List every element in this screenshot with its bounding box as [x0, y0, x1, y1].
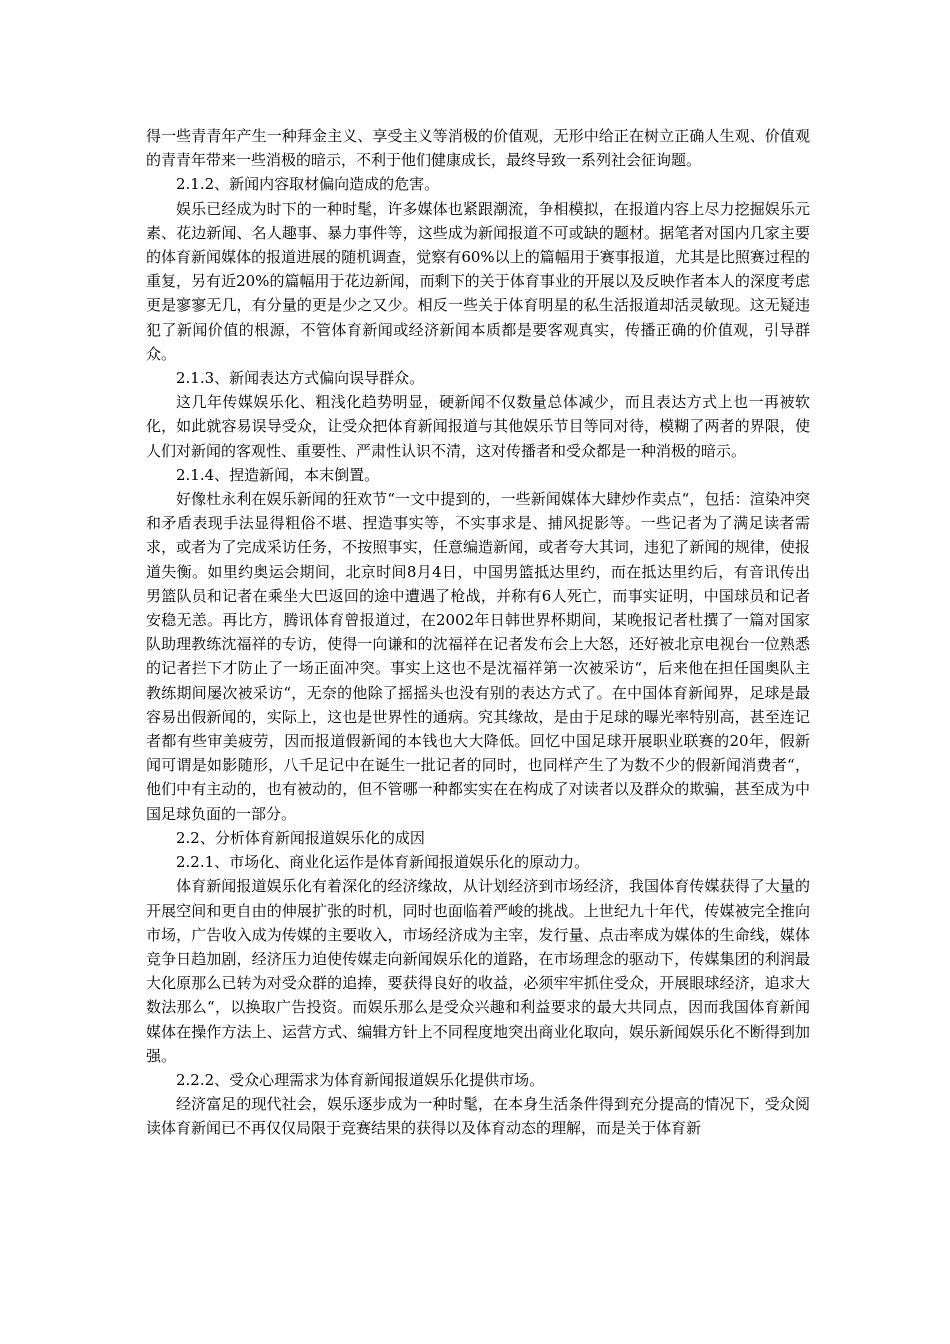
paragraph-body: 经济富足的现代社会，娱乐逐步成为一种时髦，在本身生活条件得到充分提高的情况下，受众阅读体育新闻已不再仅仅局限于竞赛结果的获得以及体育动态的理解，而是关于体育新	[146, 1095, 810, 1138]
paragraph-body: 这几年传媒娱乐化、粗浅化趋势明显，硬新闻不仅数量总体减少，而且表达方式上也一再被软化，如此就容易误导受众，让受众把体育新闻报道与其他娱乐节目等同对待，模糊了两者的界限，使人们对新闻的客观性、重要性、严肃性认识不清，这对传播者和受众都是一种消极的暗示。	[146, 393, 810, 460]
paragraph-body: 好像杜永利在娱乐新闻的狂欢节“一文中提到的，一些新闻媒体大肆炒作卖点“，包括：渲染冲突和矛盾表现手法显得粗俗不堪、捏造事实等，不实事求是、捕风捉影等。一些记者为了满足读者需求，或者为了完成采访任务，不按照事实，任意编造新闻，或者夸大其词，违犯了新闻的规律，使报道失衡。如里约奥运会期间，北京时间8月4日，中国男篮抵达里约，而在抵达里约后，有音讯传出男篮队员和记者在乘坐大巴返回的途中遭遇了枪战，并称有6人死亡，而事实证明，中国球员和记者安稳无恙。再比方，腾讯体育曾报道过，在2002年日韩世界杯期间，某晚报记者杜撰了一篇对国家队助理教练沈福祥的专访，使得一向谦和的沈福祥在记者发布会上大怒，还好被北京电视台一位熟悉的记者拦下才防止了一场正面冲突。事实上这也不是沈福祥第一次被采访“，后来他在担任国奥队主教练期间屡次被采访“，无奈的他除了摇摇头也没有别的表达方式了。在中国体育新闻界，足球是最容易出假新闻的，实际上，这也是世界性的通病。究其缘故，是由于足球的曝光率特别高，甚至连记者都有些审美疲劳，因而报道假新闻的本钱也大大降低。回忆中国足球开展职业联赛的20年，假新闻可谓是如影随形，八千足记中在诞生一批记者的同时，也同样产生了为数不少的假新闻消费者“，他们中有主动的，也有被动的，但不管哪一种都实实在在构成了对读者以及群众的欺骗，甚至成为中国足球负面的一部分。	[146, 490, 810, 823]
paragraph-continuation: 得一些青青年产生一种拜金主义、享受主义等消极的价值观，无形中给正在树立正确人生观、价值观的青青年带来一些消极的暗示，不利于他们健康成长，最终导致一系列社会征询题。	[146, 127, 810, 170]
paragraph-body: 体育新闻报道娱乐化有着深化的经济缘故，从计划经济到市场经济，我国体育传媒获得了大量的开展空间和更自由的伸展扩张的时机，同时也面临着严峻的挑战。上世纪九十年代，传媒被完全推向市场，广告收入成为传媒的主要收入，市场经济成为主宰，发行量、点击率成为媒体的生命线，媒体竞争日趋加剧，经济压力迫使传媒走向新闻娱乐化的道路，在市场理念的驱动下，传媒集团的利润最大化原那么已转为对受众群的追捧，要获得良好的收益，必须牢牢抓住受众，开展眼球经济，追求大数法那么“，以换取广告投资。而娱乐那么是受众兴趣和利益要求的最大共同点，因而我国体育新闻媒体在操作方法上、运营方式、编辑方针上不同程度地突出商业化取向，娱乐新闻娱乐化不断得到加强。	[146, 877, 810, 1065]
document-page	[146, 124, 810, 1141]
section-heading-2-2-1: 2.2.1、市场化、商业化运作是体育新闻报道娱乐化的原动力。	[176, 853, 590, 872]
section-heading-2-1-4: 2.1.4、捏造新闻，本末倒置。	[176, 465, 380, 484]
section-heading-2-2: 2.2、分析体育新闻报道娱乐化的成因	[176, 828, 425, 847]
section-heading-2-2-2: 2.2.2、受众心理需求为体育新闻报道娱乐化提供市场。	[176, 1070, 545, 1089]
paragraph-body: 娱乐已经成为时下的一种时髦，许多媒体也紧跟潮流，争相模拟，在报道内容上尽力挖掘娱乐元素、花边新闻、名人趣事、暴力事件等，这些成为新闻报道不可或缺的题材。据笔者对国内几家主要的体育新闻媒体的报道进展的随机调查，觉察有60%以上的篇幅用于赛事报道，尤其是比照赛过程的重复，另有近20%的篇幅用于花边新闻，而剩下的关于体育事业的开展以及反映作者本人的深度考虑更是寥寥无几，有分量的更是少之又少。相反一些关于体育明星的私生活报道却活灵敏现。这无疑违犯了新闻价值的根源，不管体育新闻或经济新闻本质都是要客观真实，传播正确的价值观，引导群众。	[146, 199, 810, 363]
section-heading-2-1-2: 2.1.2、新闻内容取材偏向造成的危害。	[176, 175, 440, 194]
section-heading-2-1-3: 2.1.3、新闻表达方式偏向误导群众。	[176, 369, 425, 388]
